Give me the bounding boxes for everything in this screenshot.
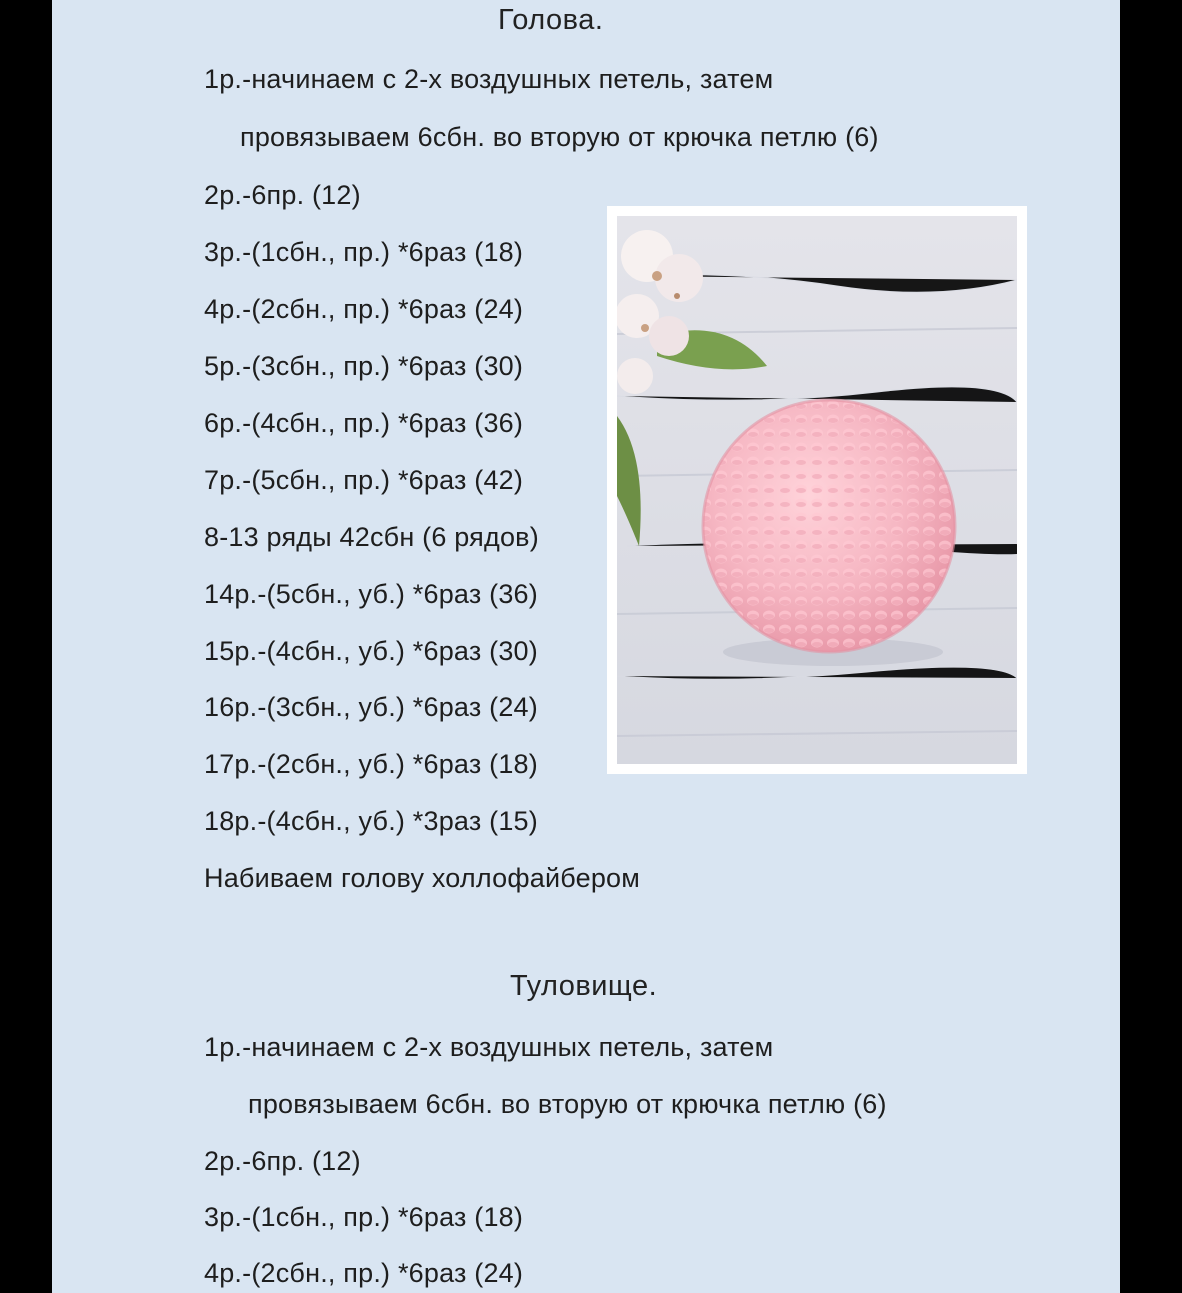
head-row-15: 15р.-(4сбн., уб.) *6раз (30) bbox=[204, 636, 538, 666]
head-row-17: 17р.-(2сбн., уб.) *6раз (18) bbox=[204, 749, 538, 779]
body-row-1-cont: провязываем 6сбн. во вторую от крючка петлю (6) bbox=[248, 1089, 887, 1119]
head-row-6: 6р.-(4сбн., пр.) *6раз (36) bbox=[204, 408, 524, 438]
head-photo bbox=[607, 206, 1027, 774]
head-row-2: 2р.-6пр. (12) bbox=[204, 180, 361, 210]
body-section-title: Туловище. bbox=[510, 970, 658, 1002]
crochet-ball-photo bbox=[617, 216, 1017, 764]
head-row-7: 7р.-(5сбн., пр.) *6раз (42) bbox=[204, 465, 524, 495]
head-row-4: 4р.-(2сбн., пр.) *6раз (24) bbox=[204, 294, 524, 324]
head-rows-8-13: 8-13 ряды 42сбн (6 рядов) bbox=[204, 522, 539, 552]
head-row-18: 18р.-(4сбн., уб.) *3раз (15) bbox=[204, 806, 538, 836]
body-row-3: 3р.-(1сбн., пр.) *6раз (18) bbox=[204, 1202, 524, 1232]
head-row-16: 16р.-(3сбн., уб.) *6раз (24) bbox=[204, 692, 538, 722]
body-row-4: 4р.-(2сбн., пр.) *6раз (24) bbox=[204, 1258, 524, 1288]
head-stuffing-note: Набиваем голову холлофайбером bbox=[204, 863, 641, 893]
body-row-2: 2р.-6пр. (12) bbox=[204, 1146, 361, 1176]
head-row-5: 5р.-(3сбн., пр.) *6раз (30) bbox=[204, 351, 524, 381]
head-row-3: 3р.-(1сбн., пр.) *6раз (18) bbox=[204, 237, 524, 267]
body-row-1: 1р.-начинаем с 2-х воздушных петель, затем bbox=[204, 1032, 774, 1062]
head-row-1: 1р.-начинаем с 2-х воздушных петель, затем bbox=[204, 64, 774, 94]
head-row-14: 14р.-(5сбн., уб.) *6раз (36) bbox=[204, 579, 538, 609]
head-row-1-cont: провязываем 6сбн. во вторую от крючка петлю (6) bbox=[240, 122, 879, 152]
head-section-title: Голова. bbox=[498, 4, 604, 36]
